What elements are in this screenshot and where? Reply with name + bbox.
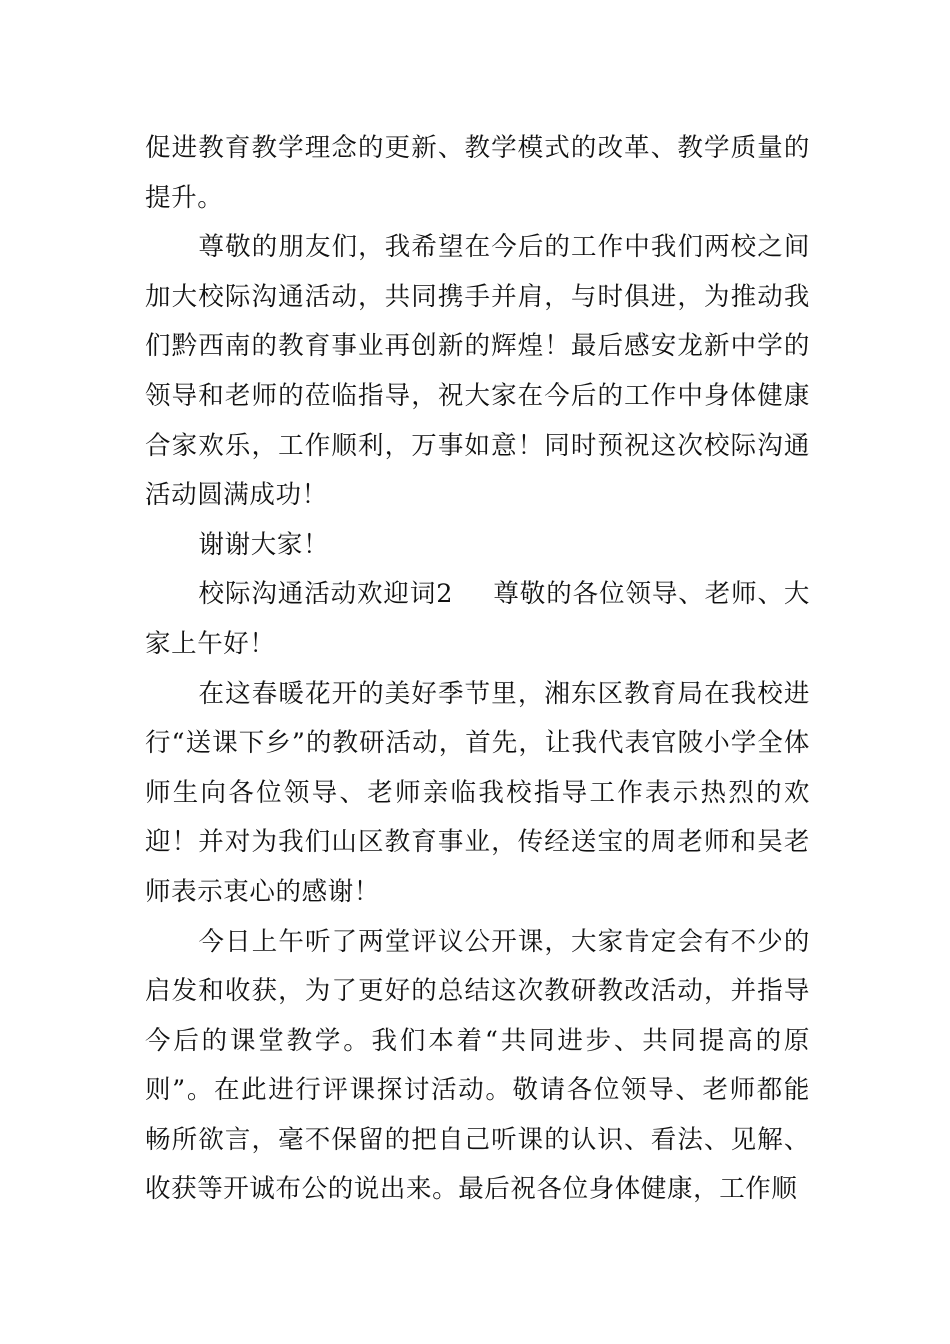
greeting-text: 尊敬的各位领导、老师、大家上午好！ (145, 579, 811, 659)
paragraph-6: 今日上午听了两堂评议公开课，大家肯定会有不少的启发和收获，为了更好的总结这次教研教改活动，并指导今后的课堂教学。我们本着“共同进步、共同提高的原则”。在此进行评课探讨活动。敬请各位领导、老师都能畅所欲言，毫不保留的把自己听课的认识、看法、见解、收获等开诚布公的说出来。最后祝各位身体健康，工作顺 (145, 926, 810, 1205)
section-heading: 校际沟通活动欢迎词2 (198, 579, 454, 610)
document-body (145, 124, 810, 1215)
paragraph-5: 在这春暖花开的美好季节里，湘东区教育局在我校进行“送课下乡”的教研活动，首先，让我代表官陂小学全体师生向各位领导、老师亲临我校指导工作表示热烈的欢迎！并对为我们山区教育事业，传经送宝的周老师和吴老师表示衷心的感谢！ (145, 678, 810, 907)
paragraph-2: 尊敬的朋友们，我希望在今后的工作中我们两校之间加大校际沟通活动，共同携手并肩，与时俱进，为推动我们黔西南的教育事业再创新的辉煌！最后感安龙新中学的领导和老师的莅临指导，祝大家在今后的工作中身体健康合家欢乐，工作顺利，万事如意！同时预祝这次校际沟通活动圆满成功！ (145, 232, 810, 511)
paragraph-4 (145, 570, 810, 669)
paragraph-3: 谢谢大家！ (198, 529, 330, 560)
paragraph-1: 促进教育教学理念的更新、教学模式的改革、教学质量的提升。 (145, 133, 810, 213)
